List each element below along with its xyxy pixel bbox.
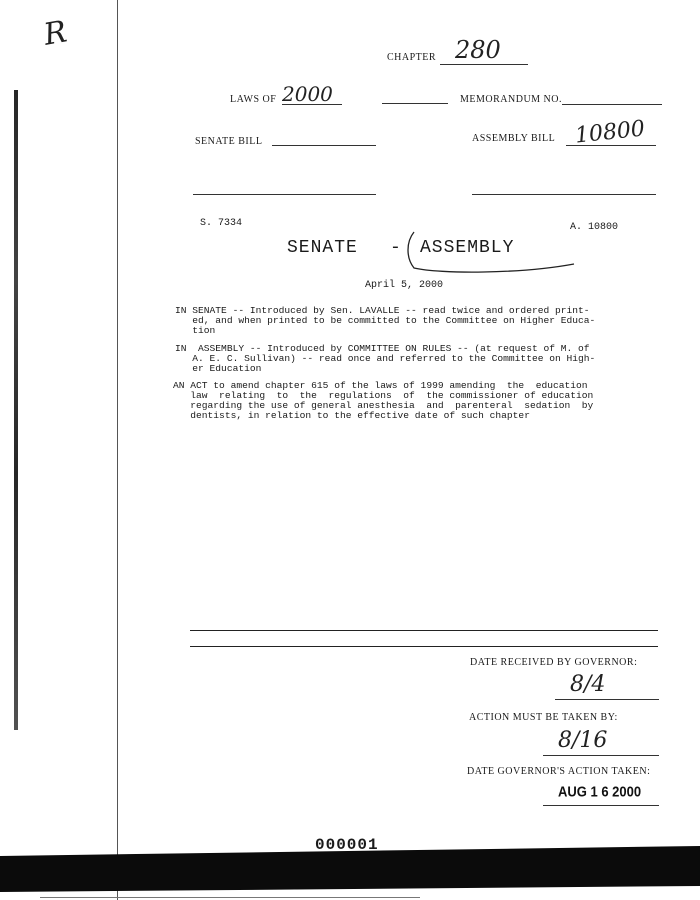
assembly-bill-number: A. 10800 [570, 222, 619, 233]
senate-introduction-line: IN SENATE -- Introduced by Sen. LAVALLE -- read twice and ordered print- [175, 305, 590, 316]
assembly-bill-label: ASSEMBLY BILL [472, 133, 556, 144]
margin-rule [117, 0, 118, 900]
memorandum-underline [562, 104, 662, 105]
senate-introduction [175, 306, 595, 336]
memorandum-label: MEMORANDUM NO. [460, 94, 563, 105]
house-senate: SENATE [287, 238, 358, 258]
date-received-value: 8/4 [570, 672, 606, 697]
assembly-introduction-line: er Education [175, 363, 262, 374]
date-received-label: DATE RECEIVED BY GOVERNOR: [470, 657, 638, 668]
house-dash: - [390, 238, 401, 258]
assembly-introduction-line: A. E. C. Sullivan) -- read once and referred to the Committee on High- [175, 353, 596, 364]
bottom-edge-rule [40, 897, 420, 898]
chapter-label: CHAPTER [387, 52, 437, 63]
date-received-underline [555, 699, 659, 700]
action-taken-label: DATE GOVERNOR'S ACTION TAKEN: [467, 766, 651, 777]
assembly-circle-mark [400, 228, 580, 278]
blank-underline-right [472, 194, 656, 195]
action-by-value: 8/16 [558, 728, 608, 753]
action-taken-stamp: AUG 1 6 2000 [558, 782, 642, 801]
corner-mark: R [41, 14, 70, 53]
act-title-line: dentists, in relation to the effective date of such chapter [173, 410, 530, 421]
senate-introduction-line: ed, and when printed to be committed to the Committee on Higher Educa- [175, 315, 596, 326]
senate-bill-label: SENATE BILL [195, 136, 263, 147]
bill-date: April 5, 2000 [365, 280, 444, 291]
act-title [173, 381, 593, 421]
senate-bill-underline [272, 145, 376, 146]
divider-top [190, 630, 658, 631]
left-scan-edge [14, 90, 18, 730]
laws-label: LAWS OF [230, 94, 277, 105]
action-by-label: ACTION MUST BE TAKEN BY: [469, 712, 618, 723]
page-number: 000001 [315, 836, 379, 854]
blank-underline-mid [382, 103, 448, 104]
assembly-bill-value: 10800 [573, 116, 647, 149]
blank-underline-left [193, 194, 376, 195]
action-by-underline [543, 755, 659, 756]
act-title-line: AN ACT to amend chapter 615 of the laws of 1999 amending the education [173, 380, 588, 391]
laws-value: 2000 [282, 82, 333, 106]
bottom-scan-shadow [0, 846, 700, 900]
senate-introduction-line: tion [175, 325, 216, 336]
act-title-line: law relating to the regulations of the commissioner of education [173, 390, 594, 401]
house-assembly: ASSEMBLY [420, 238, 515, 258]
action-taken-underline [543, 805, 659, 806]
assembly-introduction-line: IN ASSEMBLY -- Introduced by COMMITTEE ON RULES -- (at request of M. of [175, 343, 590, 354]
senate-bill-number: S. 7334 [200, 218, 243, 229]
assembly-introduction [175, 344, 595, 374]
act-title-line: regarding the use of general anesthesia and parenteral sedation by [173, 400, 594, 411]
divider-bottom [190, 646, 658, 647]
chapter-underline [440, 64, 528, 65]
chapter-value: 280 [455, 36, 501, 64]
